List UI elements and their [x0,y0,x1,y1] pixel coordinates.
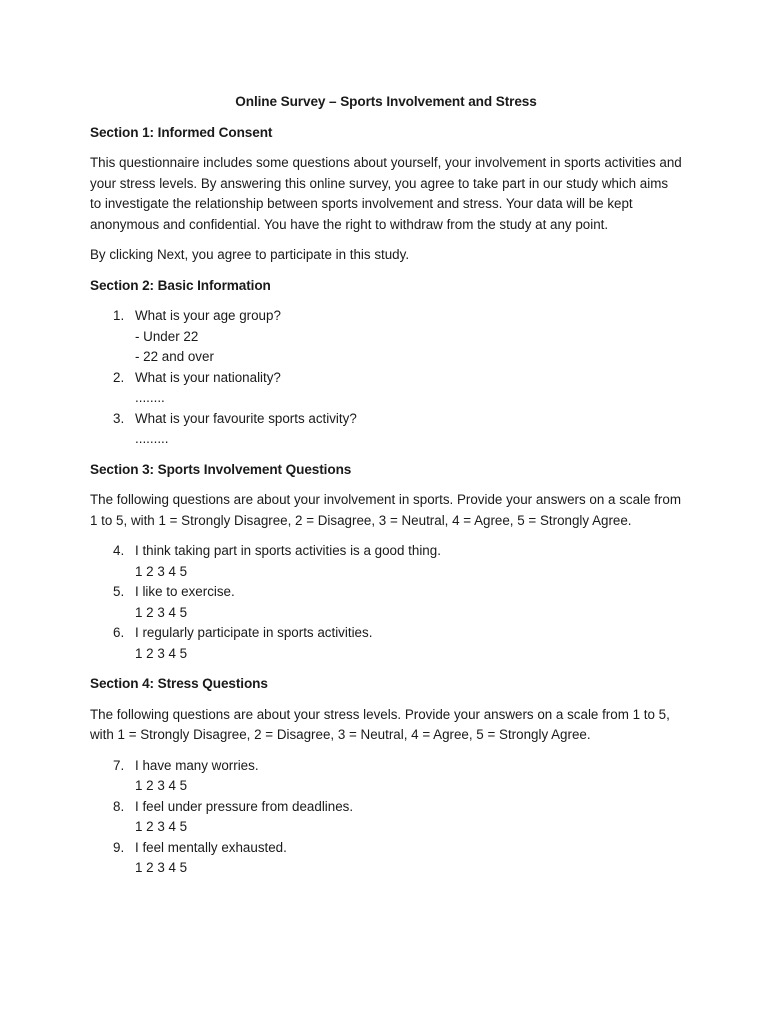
sports-intro-paragraph: The following questions are about your involvement in sports. Provide your answers on a scale from 1 to 5, with 1 = Strongly Disagree, 2 = Disagree, 3 = Neutral, 4 = Agree, 5 = Strongly Agree. [90,492,681,528]
question-number: 4. [113,543,125,558]
question-text: What is your nationality? [135,369,281,385]
question-5 [90,582,682,623]
rating-scale: 1 2 3 4 5 [135,860,188,875]
rating-scale: 1 2 3 4 5 [135,563,188,579]
question-6 [90,623,682,664]
rating-scale: 1 2 3 4 5 [135,778,188,793]
section4-heading: Section 4: Stress Questions [90,676,268,691]
question-text: I like to exercise. [135,584,235,599]
question-number: 2. [113,369,125,385]
sports-questions [90,541,682,664]
question-text: I feel under pressure from deadlines. [135,798,354,814]
question-number: 8. [113,798,125,814]
question-9 [90,838,682,879]
consent-next-paragraph: By clicking Next, you agree to participate in this study. [90,247,410,262]
rating-scale: 1 2 3 4 5 [135,645,188,661]
section3-heading: Section 3: Sports Involvement Questions [90,461,352,477]
question-number: 5. [113,584,125,599]
question-2 [90,368,682,409]
answer-blank: ........ [135,390,165,405]
question-text: I have many worries. [135,757,259,773]
stress-intro-paragraph: The following questions are about your stress levels. Provide your answers on a scale from 1 to 5, with 1 = Strongly Disagree, 2 = Disagree, 3 = Neutral, 4 = Agree, 5 = Strongly Agree. [90,706,670,742]
question-8 [90,797,682,838]
survey-document [90,92,682,889]
question-number: 7. [113,757,125,773]
rating-scale: 1 2 3 4 5 [135,604,188,620]
rating-scale: 1 2 3 4 5 [135,819,188,834]
question-4 [90,541,682,582]
consent-paragraph: This questionnaire includes some questions about yourself, your involvement in sports activities and your stress levels. By answering this online survey, you agree to take part in our study which aims to investigate the relationship between sports involvement and stress. Your data will be kept anonymous and confidential. You have the right to withdraw from the study at any point. [90,155,682,232]
question-1 [90,306,682,368]
section2-heading: Section 2: Basic Information [90,277,271,293]
answer-option: - Under 22 [135,328,199,344]
question-number: 9. [113,839,125,855]
question-number: 1. [113,308,125,323]
answer-option: - 22 and over [135,349,214,364]
question-3 [90,409,682,450]
question-text: I regularly participate in sports activities. [135,625,373,640]
basic-info-questions [90,306,682,450]
section1-heading: Section 1: Informed Consent [90,124,273,140]
question-text: I feel mentally exhausted. [135,839,287,855]
question-7 [90,756,682,797]
question-number: 3. [113,410,125,426]
document-title: Online Survey – Sports Involvement and Stress [235,94,537,109]
question-text: I think taking part in sports activities is a good thing. [135,543,441,558]
question-text: What is your age group? [135,308,281,323]
question-text: What is your favourite sports activity? [135,410,357,426]
answer-blank: ......... [135,431,169,446]
question-number: 6. [113,625,125,640]
stress-questions [90,756,682,879]
